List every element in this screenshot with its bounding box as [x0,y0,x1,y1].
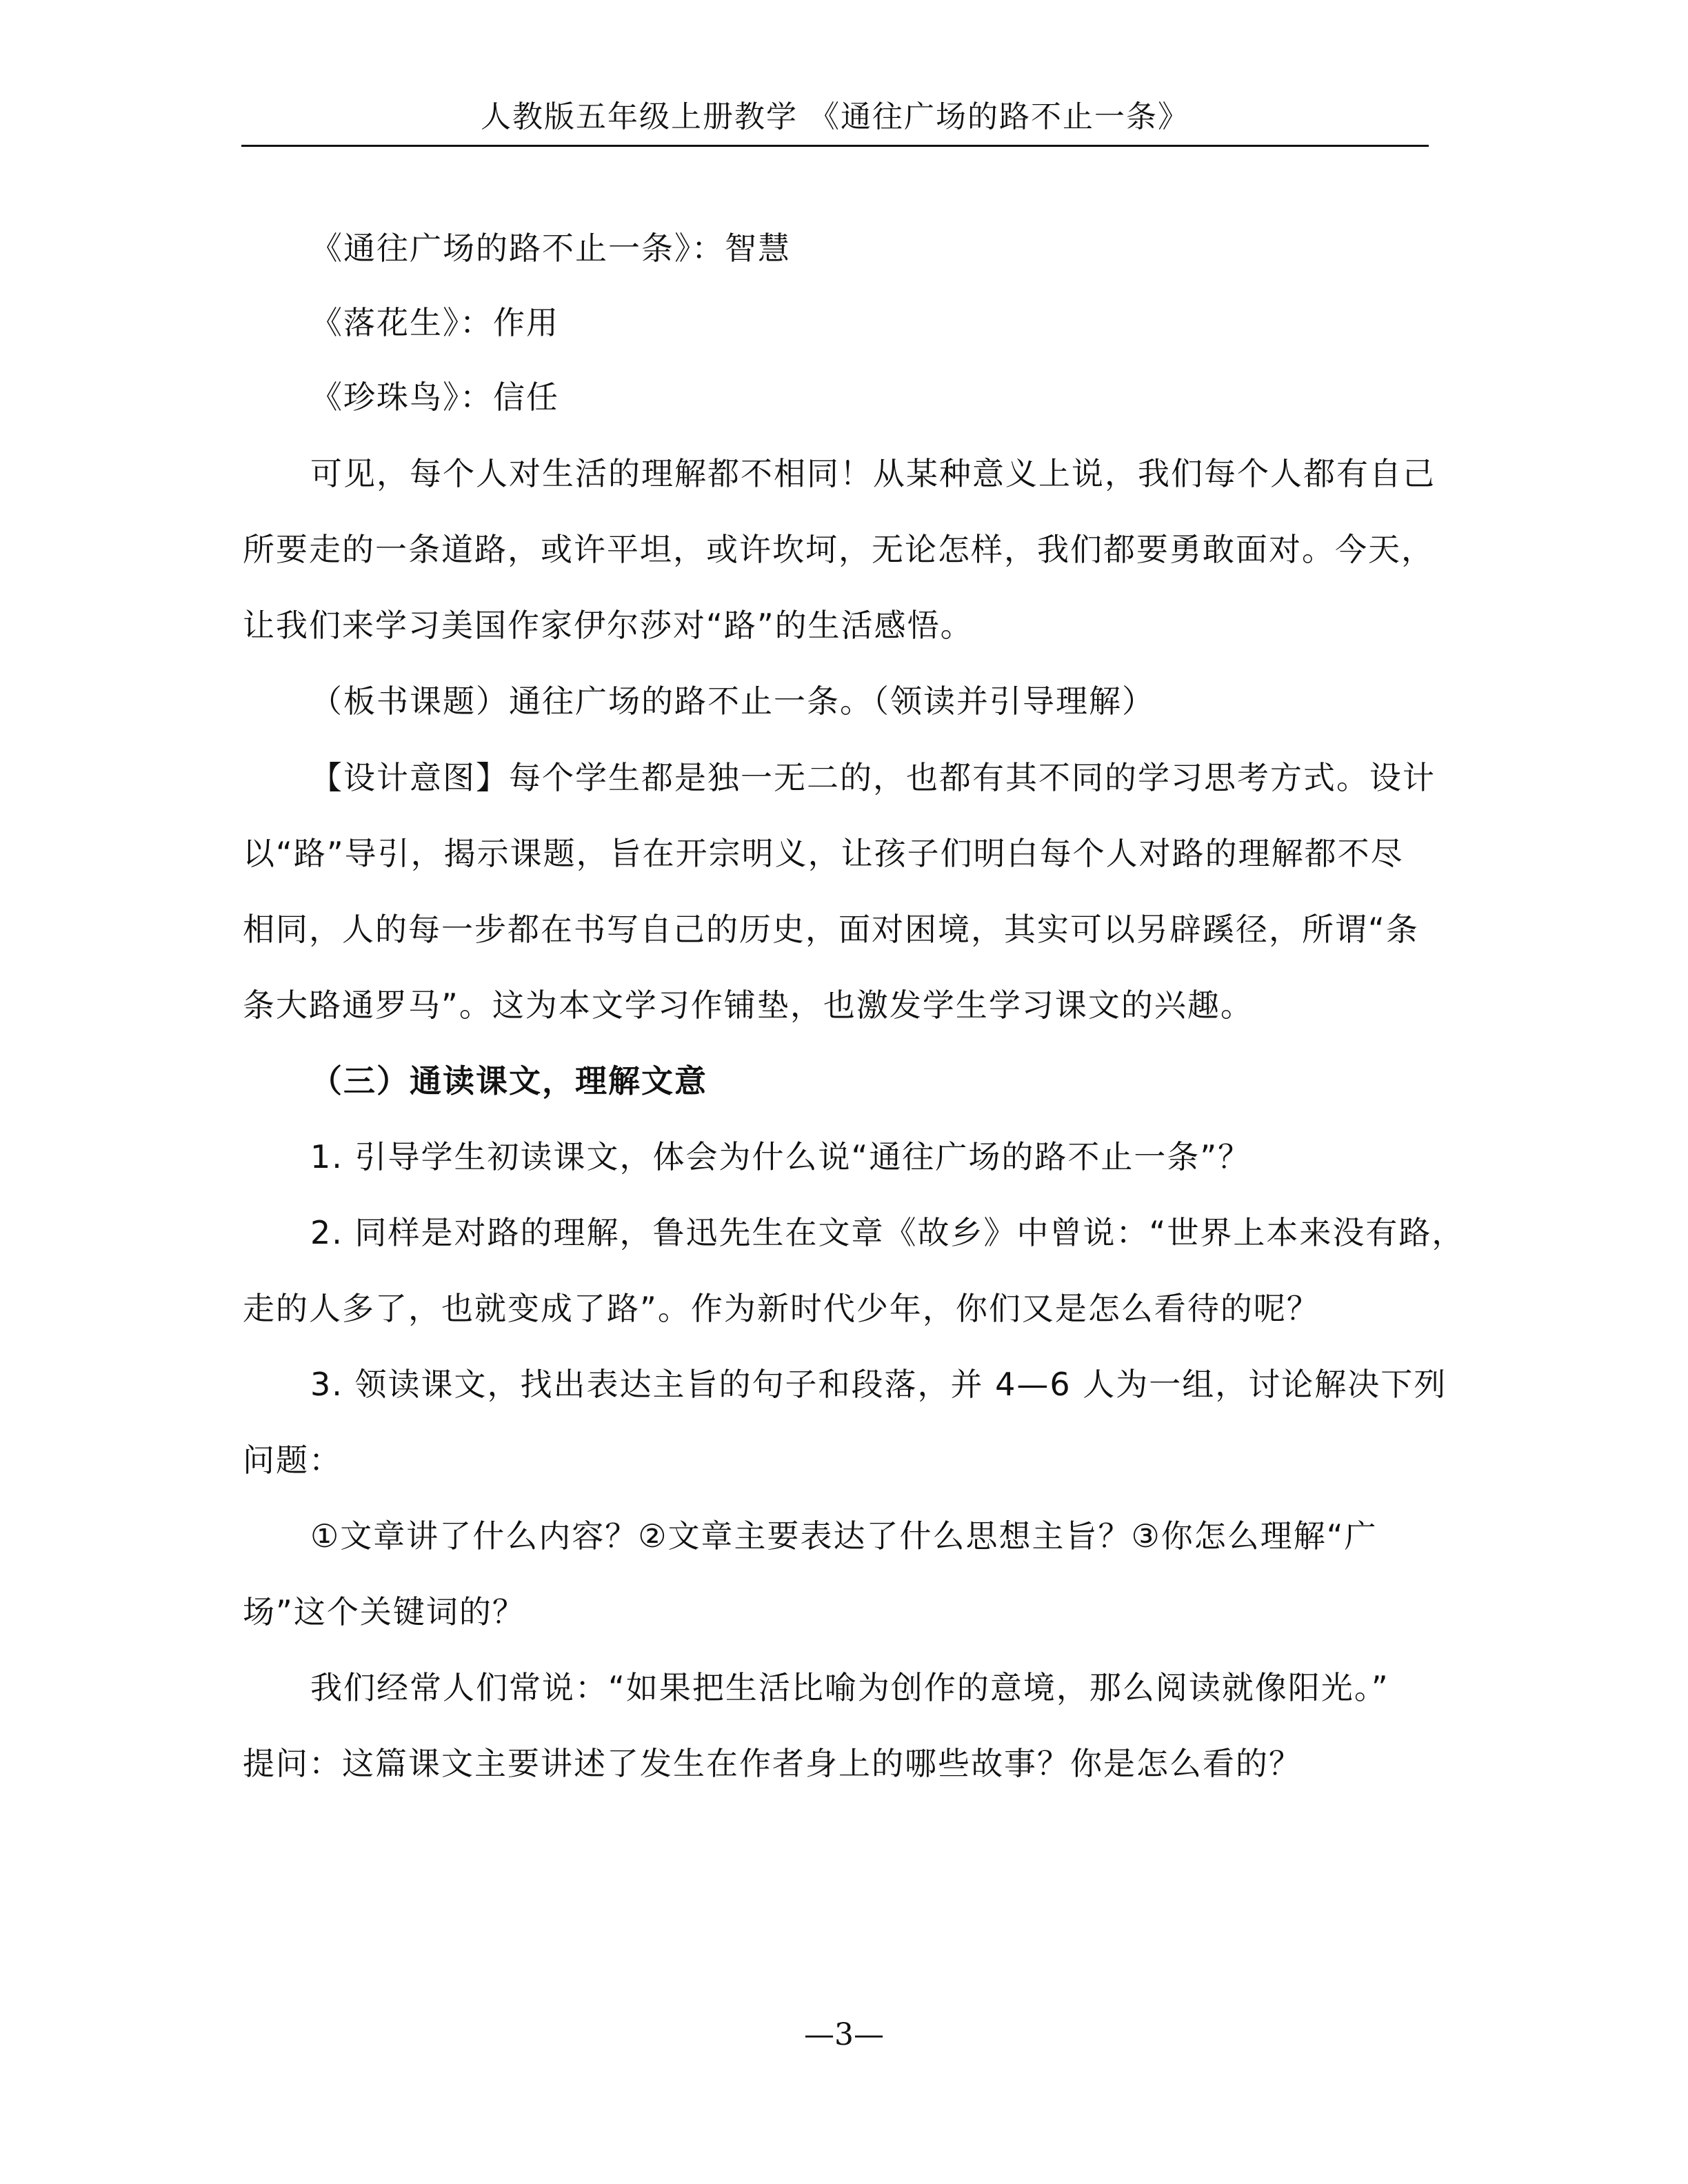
text-line: 相同，人的每一步都在书写自己的历史，面对困境，其实可以另辟蹊径，所谓“条 [243,911,1419,948]
section-heading: （三）通读课文，理解文意 [310,1062,707,1100]
text-line: 3. 领读课文，找出表达主旨的句子和段落，并 4—6 人为一组，讨论解决下列 [310,1366,1447,1403]
text-line: 所要走的一条道路，或许平坦，或许坎坷，无论怎样，我们都要勇敢面对。今天， [243,531,1434,568]
text-line: （板书课题）通往广场的路不止一条。（领读并引导理解） [310,682,1155,720]
text-line: 让我们来学习美国作家伊尔莎对“路”的生活感悟。 [243,607,974,644]
text-line: 条大路通罗马”。这为本文学习作铺垫，也激发学生学习课文的兴趣。 [243,987,1254,1024]
text-line: 场”这个关键词的？ [243,1593,525,1630]
text-line: 《落花生》：作用 [310,304,559,341]
text-line: 可见，每个人对生活的理解都不相同！从某种意义上说，我们每个人都有自己 [310,455,1436,492]
text-line: 《通往广场的路不止一条》：智慧 [310,230,791,267]
text-line: 2. 同样是对路的理解，鲁迅先生在文章《故乡》中曾说：“世界上本来没有路， [310,1214,1465,1251]
text-line: 《珍珠鸟》：信任 [310,378,559,416]
header-divider [241,145,1429,147]
text-line: 走的人多了，也就变成了路”。作为新时代少年，你们又是怎么看待的呢？ [243,1290,1320,1327]
text-line: ①文章讲了什么内容？②文章主要表达了什么思想主旨？③你怎么理解“广 [310,1517,1378,1555]
text-line: 1. 引导学生初读课文，体会为什么说“通往广场的路不止一条”？ [310,1138,1252,1175]
text-line: 以“路”导引，揭示课题，旨在开宗明义，让孩子们明白每个人对路的理解都不尽 [243,835,1404,872]
text-line: 问题： [243,1442,342,1479]
page-header-title: 人教版五年级上册教学 《通往广场的路不止一条》 [481,99,1189,134]
text-line: 【设计意图】每个学生都是独一无二的，也都有其不同的学习思考方式。设计 [310,759,1436,796]
text-line: 我们经常人们常说：“如果把生活比喻为创作的意境，那么阅读就像阳光。” [310,1669,1389,1706]
text-line: 提问：这篇课文主要讲述了发生在作者身上的哪些故事？你是怎么看的？ [243,1745,1302,1782]
page-number: —3— [804,2017,884,2052]
